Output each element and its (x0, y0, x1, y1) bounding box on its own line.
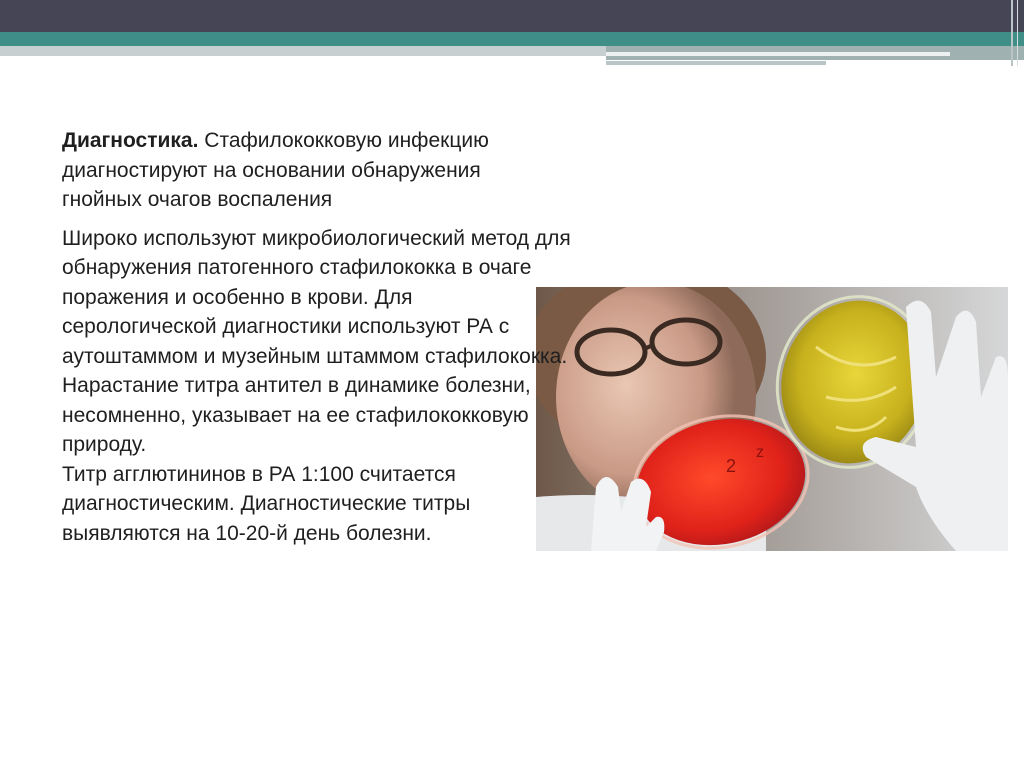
header-accent-line-lower (606, 61, 826, 65)
header-teal-band (0, 32, 1024, 46)
methods-paragraph: Широко используют микробиологический метод для обнаружения патогенного стафилококка в очаге поражения и особенно в крови. Для серологической диагностики используют РА с аутоштаммом и музейным штаммом стафилококка. Нарастание титра антител в динамике болезни, несомненно, указывает на ее стафилококковую природу. Титр агглютининов в РА 1:100 считается диагностическим. Диагностические титры выявляются на 10-20-й день болезни. (62, 226, 571, 545)
lab-photo-illustration (536, 287, 1008, 551)
slide-text (62, 126, 572, 548)
svg-text:z: z (756, 444, 764, 461)
lab-photo (536, 287, 1008, 551)
header-corner-rule-outer (1017, 0, 1018, 66)
diagnosis-heading: Диагностика. (62, 129, 199, 152)
svg-text:2: 2 (726, 456, 737, 476)
diagnosis-intro-text: Стафилококковую инфекцию диагностируют на основании обнаружения гнойных очагов воспаления (62, 129, 489, 211)
diagnosis-paragraph (62, 126, 562, 215)
header-gray-band-left (0, 46, 620, 56)
header-accent-line (606, 52, 950, 56)
header-corner-rule (1011, 0, 1013, 66)
header-dark-band (0, 0, 1024, 32)
